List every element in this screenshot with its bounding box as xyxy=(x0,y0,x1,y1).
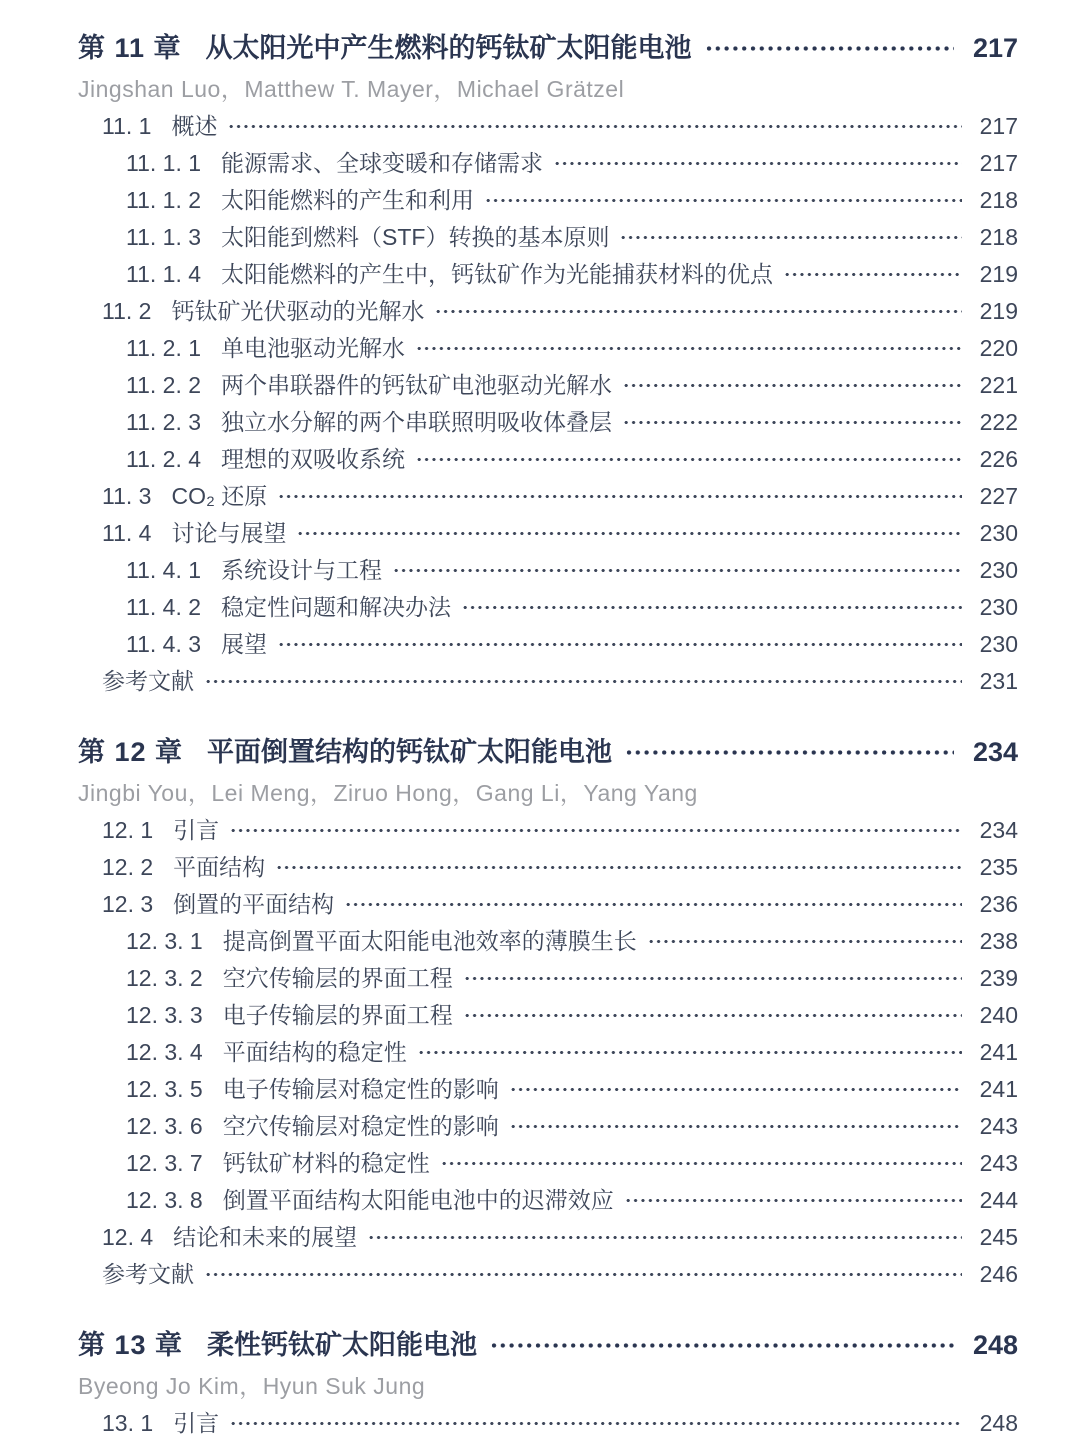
entry-title: 倒置平面结构太阳能电池中的迟滞效应 xyxy=(222,1187,614,1213)
table-of-contents xyxy=(78,26,1018,1441)
dot-leader xyxy=(229,122,962,131)
toc-entry-row[interactable] xyxy=(78,960,1018,997)
entry-title: 参考文献 xyxy=(102,1261,194,1287)
entry-title: 电子传输层的界面工程 xyxy=(222,1002,453,1028)
entry-page-number: 218 xyxy=(979,224,1018,250)
entry-number: 11. 2. 4 xyxy=(126,446,202,472)
dot-leader xyxy=(649,937,962,946)
chapter-page-number: 217 xyxy=(972,33,1018,63)
dot-leader xyxy=(465,974,962,983)
entry-number: 11. 2. 3 xyxy=(126,409,202,435)
entry-title: 概述 xyxy=(171,113,218,139)
toc-entry-row[interactable] xyxy=(78,441,1018,478)
toc-entry-row[interactable] xyxy=(78,219,1018,256)
entry-page-number: 245 xyxy=(979,1224,1018,1250)
dot-leader xyxy=(486,196,962,205)
entry-page-number: 235 xyxy=(979,854,1018,880)
toc-entry-row[interactable] xyxy=(78,1071,1018,1108)
entry-page-number: 238 xyxy=(979,928,1018,954)
entry-number: 12. 3. 3 xyxy=(126,1002,203,1028)
dot-leader xyxy=(206,677,962,686)
entry-page-number: 246 xyxy=(979,1261,1018,1287)
entry-page-number: 227 xyxy=(979,483,1018,509)
entry-page-number: 230 xyxy=(979,520,1018,546)
entry-number: 11. 4. 2 xyxy=(126,594,202,620)
chapter-number: 第 11 章 xyxy=(78,33,182,63)
entry-title: 独立水分解的两个串联照明吸收体叠层 xyxy=(221,409,613,435)
chapter-number: 第 13 章 xyxy=(78,1330,184,1360)
entry-title: 讨论与展望 xyxy=(171,520,287,546)
entry-number: 12. 3. 1 xyxy=(126,928,203,954)
dot-leader xyxy=(511,1122,962,1131)
toc-entry-row[interactable] xyxy=(78,812,1018,849)
toc-entry-row[interactable] xyxy=(78,1145,1018,1182)
chapter-heading-row[interactable] xyxy=(78,26,1018,70)
dot-leader xyxy=(298,529,962,538)
entry-number: 11. 4 xyxy=(102,520,152,546)
entry-number: 12. 3 xyxy=(102,891,154,917)
dot-leader xyxy=(465,1011,962,1020)
entry-page-number: 239 xyxy=(979,965,1018,991)
dot-leader xyxy=(417,344,962,353)
chapter-heading-row[interactable] xyxy=(78,1323,1018,1367)
entry-number: 11. 2. 1 xyxy=(126,335,202,361)
entry-number: 11. 1 xyxy=(102,113,152,139)
entry-title: 平面结构 xyxy=(173,854,266,880)
entry-page-number: 218 xyxy=(979,187,1018,213)
toc-entry-row[interactable] xyxy=(78,663,1018,700)
chapter-page-number: 248 xyxy=(972,1330,1018,1360)
chapter-authors: Byeong Jo Kim，Hyun Suk Jung xyxy=(78,1373,426,1399)
dot-leader xyxy=(419,1048,962,1057)
entry-number: 11. 3 xyxy=(102,483,152,509)
dot-leader xyxy=(491,1340,954,1351)
entry-number: 12. 4 xyxy=(102,1224,154,1250)
entry-page-number: 217 xyxy=(979,113,1018,139)
entry-title: 参考文献 xyxy=(102,668,194,694)
entry-title: 单电池驱动光解水 xyxy=(221,335,406,361)
chapter-section-11 xyxy=(78,26,1018,700)
dot-leader xyxy=(417,455,962,464)
entry-title: 理想的双吸收系统 xyxy=(221,446,406,472)
entry-title: 引言 xyxy=(173,1410,220,1436)
toc-entry-row[interactable] xyxy=(78,367,1018,404)
dot-leader xyxy=(555,159,962,168)
entry-number: 12. 3. 8 xyxy=(126,1187,203,1213)
entry-title: 提高倒置平面太阳能电池效率的薄膜生长 xyxy=(222,928,637,954)
entry-title: 太阳能燃料的产生和利用 xyxy=(221,187,475,213)
entry-page-number: 248 xyxy=(979,1410,1018,1436)
dot-leader xyxy=(511,1085,962,1094)
entry-page-number: 222 xyxy=(979,409,1018,435)
toc-entry-row[interactable] xyxy=(78,1256,1018,1293)
dot-leader xyxy=(626,1196,962,1205)
chapter-section-12 xyxy=(78,730,1018,1293)
chapter-heading-row[interactable] xyxy=(78,730,1018,774)
entry-title: 引言 xyxy=(173,817,220,843)
entry-page-number: 244 xyxy=(979,1187,1018,1213)
entry-page-number: 221 xyxy=(979,372,1018,398)
dot-leader xyxy=(624,381,962,390)
chapter-title: 柔性钙钛矿太阳能电池 xyxy=(207,1330,478,1360)
entry-page-number: 243 xyxy=(979,1150,1018,1176)
entry-title: 太阳能燃料的产生中，钙钛矿作为光能捕获材料的优点 xyxy=(221,261,774,287)
entry-number: 11. 2. 2 xyxy=(126,372,202,398)
dot-leader xyxy=(369,1233,962,1242)
entry-title: 倒置的平面结构 xyxy=(173,891,335,917)
dot-leader xyxy=(231,1419,962,1428)
entry-number: 11. 4. 1 xyxy=(126,557,202,583)
dot-leader xyxy=(206,1270,962,1279)
entry-title: 空穴传输层对稳定性的影响 xyxy=(222,1113,499,1139)
toc-entry-row[interactable] xyxy=(78,849,1018,886)
entry-title: 展望 xyxy=(221,631,268,657)
dot-leader xyxy=(706,43,954,54)
entry-number: 11. 4. 3 xyxy=(126,631,202,657)
entry-page-number: 219 xyxy=(979,298,1018,324)
toc-entry-row[interactable] xyxy=(78,997,1018,1034)
chapter-title: 平面倒置结构的钙钛矿太阳能电池 xyxy=(207,737,613,767)
entry-number: 11. 1. 4 xyxy=(126,261,202,287)
entry-number: 11. 1. 3 xyxy=(126,224,202,250)
dot-leader xyxy=(346,900,962,909)
entry-title: 稳定性问题和解决办法 xyxy=(221,594,452,620)
entry-number: 11. 1. 2 xyxy=(126,187,202,213)
entry-number: 13. 1 xyxy=(102,1410,154,1436)
entry-title: 系统设计与工程 xyxy=(221,557,383,583)
entry-page-number: 231 xyxy=(979,668,1018,694)
dot-leader xyxy=(442,1159,962,1168)
toc-entry-row[interactable] xyxy=(78,293,1018,330)
entry-title: 电子传输层对稳定性的影响 xyxy=(222,1076,499,1102)
chapter-number: 第 12 章 xyxy=(78,737,184,767)
entry-page-number: 217 xyxy=(979,150,1018,176)
dot-leader xyxy=(279,492,962,501)
dot-leader xyxy=(394,566,962,575)
toc-entry-row[interactable] xyxy=(78,256,1018,293)
toc-entry-row[interactable] xyxy=(78,515,1018,552)
toc-entry-row[interactable] xyxy=(78,145,1018,182)
entry-number: 12. 1 xyxy=(102,817,154,843)
dot-leader xyxy=(277,863,962,872)
dot-leader xyxy=(626,747,954,758)
entry-page-number: 220 xyxy=(979,335,1018,361)
entry-title: 结论和未来的展望 xyxy=(173,1224,358,1250)
entry-page-number: 241 xyxy=(979,1039,1018,1065)
chapter-page-number: 234 xyxy=(972,737,1018,767)
toc-entry-row[interactable] xyxy=(78,404,1018,441)
toc-entry-row[interactable] xyxy=(78,478,1018,515)
toc-entry-row[interactable] xyxy=(78,1108,1018,1145)
entry-title: 空穴传输层的界面工程 xyxy=(222,965,453,991)
toc-entry-row[interactable] xyxy=(78,1034,1018,1071)
chapter-entries xyxy=(78,812,1018,1293)
entry-page-number: 241 xyxy=(979,1076,1018,1102)
entry-page-number: 240 xyxy=(979,1002,1018,1028)
entry-page-number: 243 xyxy=(979,1113,1018,1139)
entry-page-number: 230 xyxy=(979,631,1018,657)
entry-number: 12. 2 xyxy=(102,854,154,880)
entry-number: 12. 3. 2 xyxy=(126,965,203,991)
dot-leader xyxy=(231,826,962,835)
entry-title: 钙钛矿材料的稳定性 xyxy=(222,1150,430,1176)
chapter-section-13 xyxy=(78,1323,1018,1441)
entry-page-number: 230 xyxy=(979,594,1018,620)
toc-entry-row[interactable] xyxy=(78,1219,1018,1256)
chapter-title: 从太阳光中产生燃料的钙钛矿太阳能电池 xyxy=(205,33,692,63)
dot-leader xyxy=(436,307,962,316)
entry-page-number: 234 xyxy=(979,817,1018,843)
toc-entry-row[interactable] xyxy=(78,1405,1018,1441)
chapter-entries xyxy=(78,1405,1018,1441)
toc-entry-row[interactable] xyxy=(78,886,1018,923)
entry-page-number: 219 xyxy=(979,261,1018,287)
entry-title: 两个串联器件的钙钛矿电池驱动光解水 xyxy=(221,372,613,398)
entry-number: 12. 3. 6 xyxy=(126,1113,203,1139)
chapter-authors: Jingshan Luo，Matthew T. Mayer，Michael Grätzel xyxy=(78,76,625,102)
entry-number: 12. 3. 4 xyxy=(126,1039,203,1065)
entry-page-number: 230 xyxy=(979,557,1018,583)
toc-entry-row[interactable] xyxy=(78,1182,1018,1219)
entry-number: 12. 3. 7 xyxy=(126,1150,203,1176)
toc-entry-row[interactable] xyxy=(78,552,1018,589)
dot-leader xyxy=(463,603,962,612)
dot-leader xyxy=(624,418,962,427)
dot-leader xyxy=(621,233,962,242)
entry-page-number: 236 xyxy=(979,891,1018,917)
toc-entry-row[interactable] xyxy=(78,923,1018,960)
chapter-authors: Jingbi You，Lei Meng，Ziruo Hong，Gang Li，Yang Yang xyxy=(78,780,698,806)
entry-title: 钙钛矿光伏驱动的光解水 xyxy=(171,298,425,324)
toc-entry-row[interactable] xyxy=(78,108,1018,145)
chapter-entries xyxy=(78,108,1018,700)
dot-leader xyxy=(279,640,962,649)
entry-title: 太阳能到燃料（STF）转换的基本原则 xyxy=(221,224,610,250)
entry-title: CO₂ 还原 xyxy=(171,483,268,509)
entry-number: 11. 2 xyxy=(102,298,152,324)
toc-entry-row[interactable] xyxy=(78,182,1018,219)
toc-entry-row[interactable] xyxy=(78,589,1018,626)
dot-leader xyxy=(785,270,962,279)
toc-entry-row[interactable] xyxy=(78,330,1018,367)
toc-entry-row[interactable] xyxy=(78,626,1018,663)
entry-title: 平面结构的稳定性 xyxy=(222,1039,407,1065)
entry-number: 11. 1. 1 xyxy=(126,150,202,176)
entry-title: 能源需求、全球变暖和存储需求 xyxy=(221,150,544,176)
entry-number: 12. 3. 5 xyxy=(126,1076,203,1102)
entry-page-number: 226 xyxy=(979,446,1018,472)
